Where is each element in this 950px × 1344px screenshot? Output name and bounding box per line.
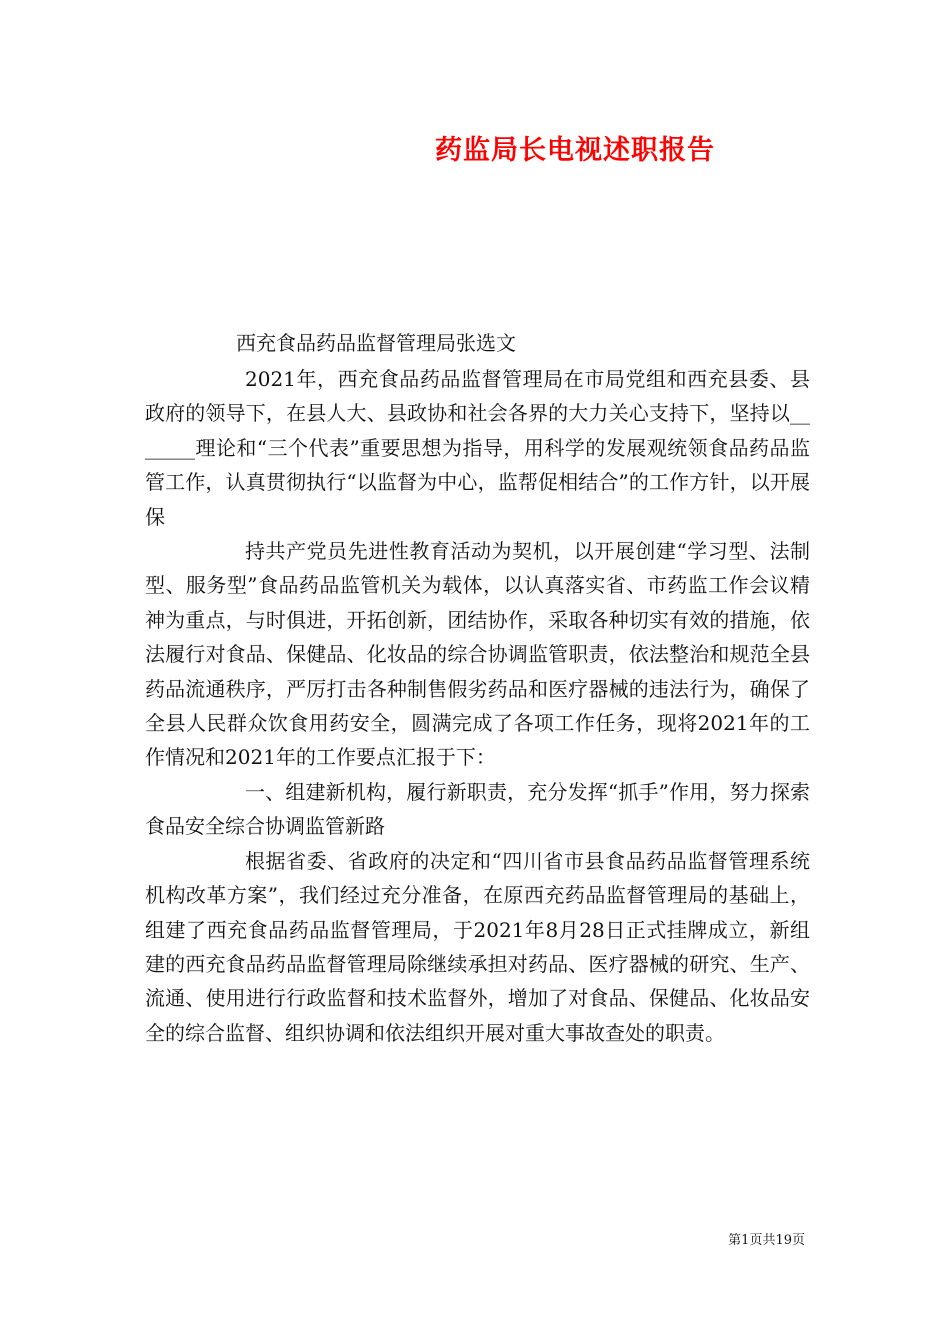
body-paragraph-3: 根据省委、省政府的决定和“四川省市县食品药品监督管理系统机构改革方案”，我们经过充分准备，在原西充药品监督管理局的基础上，组建了西充食品药品监督管理局，于2021年8月28日正式挂牌成立，新组建的西充食品药品监督管理局除继续承担对药品、医疗器械的研究、生产、流通、使用进行行政监督和技术监督外，增加了对食品、保健品、化妆品安全的综合监督、组织协调和依法组织开展对重大事故查处的职责。 (145, 848, 810, 1045)
page-number-footer: 第1页共19页 (728, 1233, 805, 1248)
author-line: 西充食品药品监督管理局张选文 (236, 331, 516, 355)
document-body (145, 362, 810, 1050)
section-heading-1: 一、组建新机构，履行新职责，充分发挥“抓手”作用，努力探索食品安全综合协调监管新路 (145, 779, 810, 839)
body-paragraph-1: 2021年，西充食品药品监督管理局在市局党组和西充县委、县政府的领导下，在县人大、县政协和社会各界的大力关心支持下，坚持以_______理论和“三个代表”重要思想为指导，用科学的发展观统领食品药品监管工作，认真贯彻执行“以监督为中心，监帮促相结合”的工作方针，以开展保 (145, 367, 810, 529)
body-paragraph-2: 持共产党员先进性教育活动为契机，以开展创建“学习型、法制型、服务型”食品药品监管机关为载体，以认真落实省、市药监工作会议精神为重点，与时俱进，开拓创新，团结协作，采取各种切实有效的措施，依法履行对食品、保健品、化妆品的综合协调监管职责，依法整治和规范全县药品流通秩序，严厉打击各种制售假劣药品和医疗器械的违法行为，确保了全县人民群众饮食用药安全，圆满完成了各项工作任务，现将2021年的工作情况和2021年的工作要点汇报于下： (145, 539, 810, 770)
document-title: 药监局长电视述职报告 (435, 135, 715, 166)
